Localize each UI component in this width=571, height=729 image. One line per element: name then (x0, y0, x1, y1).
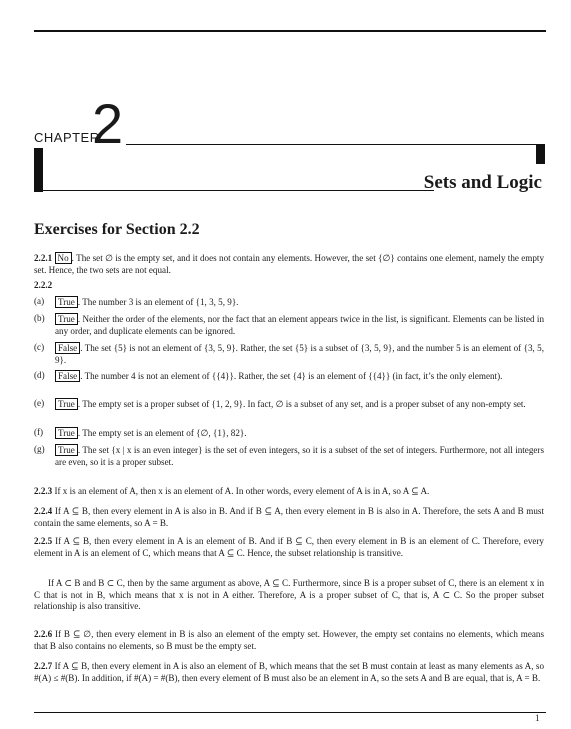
item-letter: (e) (34, 398, 45, 408)
exercise-2-2-4 (34, 506, 544, 529)
exercise-label: 2.2.4 (34, 506, 53, 516)
item-f (34, 427, 544, 440)
chapter-rule-lower (34, 190, 434, 191)
top-rule (34, 30, 546, 32)
exercise-text: If A ⊆ B, then every element in A is also an element of B, which means that the set B must contain at least as many elements as A, so #(A) ≤ #(B). In addition, if #(A) = #(B), then every element of B must also be an element in A, so the sets A and B are equal, that is, A = B. (34, 661, 544, 683)
item-letter: (a) (34, 296, 45, 306)
exercise-2-2-5-paragraph-2: If A ⊂ B and B ⊂ C, then by the same argument as above, A ⊆ C. Furthermore, since B is a proper subset of C, there is an element x in C that is not in B, which means that x is not in A either. Therefore, A is a proper subset of C, that is, A ⊂ C. So the proper subset relationship is also transitive. (34, 578, 544, 612)
exercise-text: If B ⊆ ∅, then every element in B is also an element of the empty set. However, the empty set contains no elements, which means that B also contains no elements, so B must be the empty set. (34, 629, 545, 651)
item-letter: (c) (34, 342, 45, 352)
chapter-bar-right (536, 144, 545, 164)
item-letter: (d) (34, 370, 45, 380)
chapter-rule-upper (126, 144, 545, 145)
item-text: . The number 3 is an element of {1, 3, 5, 9}. (77, 297, 239, 307)
exercise-label: 2.2.7 (34, 661, 53, 671)
item-b (34, 313, 544, 337)
item-e (34, 398, 544, 411)
section-title: Exercises for Section 2.2 (34, 221, 200, 238)
answer-box: True (55, 398, 78, 410)
item-g (34, 444, 544, 468)
exercise-text: If A ⊆ B, then every element in A is also in B. And if B ⊆ A, then every element in B is also in A. Therefore, the sets A and B must contain the same elements, so A = B. (34, 506, 544, 528)
answer-box: True (55, 296, 78, 308)
answer-box: True (55, 427, 78, 439)
exercise-label: 2.2.5 (34, 536, 53, 546)
item-text: . The empty set is an element of {∅, {1}, 82}. (77, 428, 247, 438)
item-text: . The empty set is a proper subset of {1, 2, 9}. In fact, ∅ is a subset of any set, and is a proper subset of any non-empty set. (77, 399, 526, 409)
page-number: 1 (535, 713, 540, 723)
item-a (34, 296, 544, 309)
item-text: . The set {x | x is an even integer} is the set of even integers, so it is a subset of the set of integers. Furthermore, not all integers are even, so it is a proper subset. (55, 445, 544, 467)
exercise-text: If x is an element of A, then x is an element of A. In other words, every element of A is in A, so A ⊆ A. (54, 486, 430, 496)
chapter-title: Sets and Logic (423, 172, 542, 193)
exercise-text: If A ⊆ B, then every element in A is an element of B. And if B ⊆ C, then every element in B is an element of C. Therefore, every element in A is an element of C, which means that A ⊆ C. Hence, the subset relationship is transitive. (34, 536, 544, 558)
exercise-2-2-3 (34, 486, 544, 498)
item-c (34, 342, 544, 366)
exercise-label: 2.2.3 (34, 486, 53, 496)
exercise-2-2-6 (34, 629, 544, 652)
exercise-text: . The set ∅ is the empty set, and it does not contain any elements. However, the set {∅} contains one element, namely the empty set. Hence, the two sets are not equal. (34, 253, 544, 275)
exercise-label: 2.2.1 (34, 253, 53, 263)
chapter-label: CHAPTER (34, 130, 100, 145)
exercise-2-2-7 (34, 661, 544, 684)
item-text: . Neither the order of the elements, nor the fact that an element appears twice in the list, is significant. Elements can be listed in any order, and duplicate elements can be ignored. (55, 314, 544, 336)
chapter-bar-left (34, 148, 43, 192)
answer-box: False (55, 370, 80, 382)
item-text: . The set {5} is not an element of {3, 5, 9}. Rather, the set {5} is a subset of {3, 5, 9}, and the number 5 is an element of {3, 5, 9}. (55, 343, 544, 365)
item-letter: (f) (34, 427, 44, 437)
exercise-label: 2.2.6 (34, 629, 53, 639)
exercise-2-2-5 (34, 536, 544, 559)
answer-box: No (55, 252, 72, 264)
bottom-rule (34, 712, 546, 713)
exercise-2-2-1 (34, 252, 544, 276)
item-text: . The number 4 is not an element of {{4}}. Rather, the set {4} is an element of {{4}} (in fact, it’s the only element). (80, 371, 503, 381)
answer-box: True (55, 313, 78, 325)
answer-box: False (55, 342, 80, 354)
item-letter: (g) (34, 444, 45, 454)
item-letter: (b) (34, 313, 45, 323)
item-d (34, 370, 544, 383)
chapter-number: 2 (92, 92, 124, 155)
exercise-2-2-2-label: 2.2.2 (34, 280, 53, 290)
answer-box: True (55, 444, 78, 456)
